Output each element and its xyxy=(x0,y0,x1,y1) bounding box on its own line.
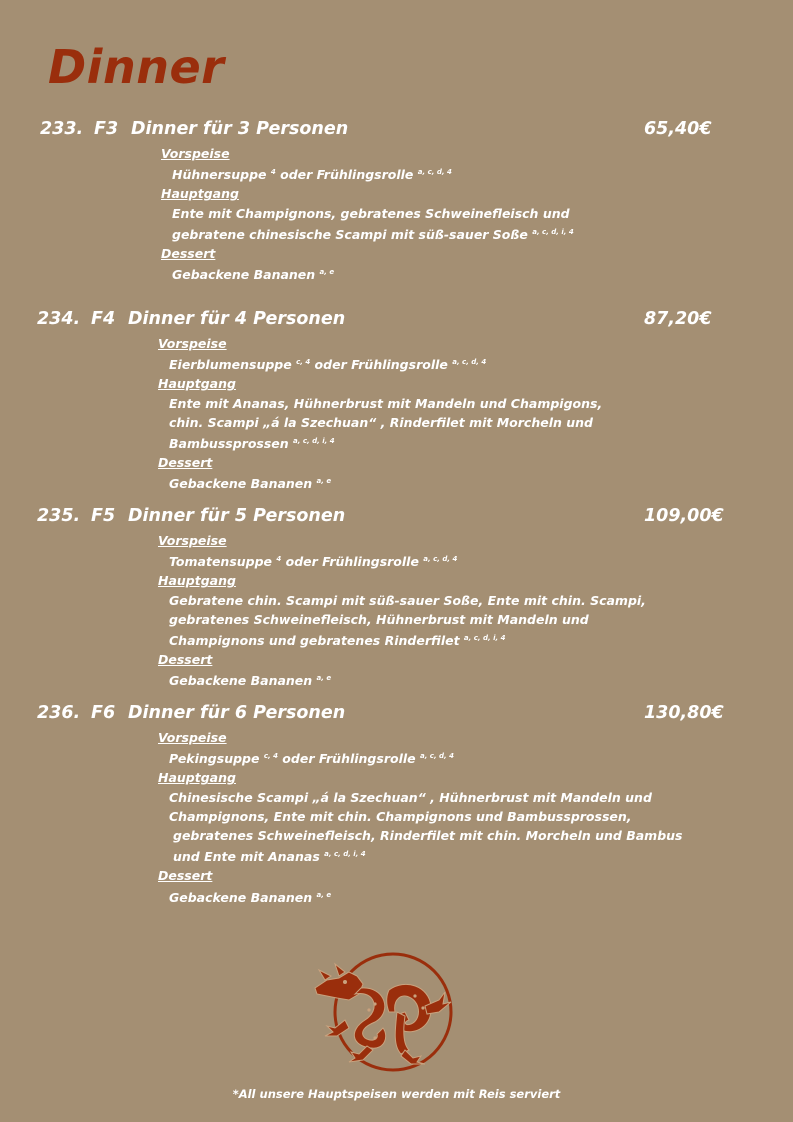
main-line: chin. Scampi „á la Szechuan“ , Rinderfilet mit Morcheln und xyxy=(169,414,593,430)
allergen-sup: a, c, d, i, 4 xyxy=(532,227,574,236)
item-description xyxy=(158,728,793,907)
allergen-sup: a, e xyxy=(316,674,332,683)
allergen-sup: a, c, d, i, 4 xyxy=(293,437,335,446)
starter-label: Vorspeise xyxy=(158,336,227,351)
starter-text: Tomatensuppe xyxy=(169,554,273,570)
starter-label: Vorspeise xyxy=(158,533,227,548)
main-line: Champignons, Ente mit chin. Champignons und Bambussprossen, xyxy=(169,808,632,824)
menu-item-234 xyxy=(0,309,793,493)
menu-item-233 xyxy=(0,119,793,283)
main-line: Ente mit Champignons, gebratenes Schweinefleisch und xyxy=(172,205,570,221)
starter-label: Vorspeise xyxy=(158,730,227,745)
starter-alt-text: oder Frühlingsrolle xyxy=(277,751,416,767)
item-price: 109,00€ xyxy=(644,506,724,526)
starter-text: Hühnersuppe xyxy=(172,167,267,183)
main-line: gebratene chinesische Scampi mit süß-sauer Soße xyxy=(172,226,528,242)
page-title: Dinner xyxy=(48,40,225,94)
item-description xyxy=(158,531,793,691)
item-number: 234. xyxy=(37,309,81,329)
item-name: Dinner für 3 Personen xyxy=(131,119,349,139)
starter-label: Vorspeise xyxy=(161,146,230,161)
main-line: gebratenes Schweinefleisch, Rinderfilet mit chin. Morcheln und Bambus xyxy=(173,828,683,844)
item-number: 233. xyxy=(40,119,84,139)
allergen-sup: a, e xyxy=(319,268,335,277)
item-name: Dinner für 4 Personen xyxy=(128,309,346,329)
item-price: 87,20€ xyxy=(644,309,712,329)
allergen-sup: a, e xyxy=(316,477,332,486)
allergen-sup: a, e xyxy=(316,890,332,899)
item-price: 65,40€ xyxy=(644,119,712,139)
item-number: 235. xyxy=(37,506,81,526)
menu-item-236 xyxy=(0,703,793,906)
dessert-text: Gebackene Bananen xyxy=(169,673,313,689)
dessert-text: Gebackene Bananen xyxy=(169,889,313,905)
allergen-sup: a, c, d, 4 xyxy=(423,555,458,564)
dessert-text: Gebackene Bananen xyxy=(172,267,316,283)
main-line: Champignons und gebratenes Rinderfilet xyxy=(169,633,460,649)
main-line: und Ente mit Ananas xyxy=(173,849,320,865)
item-code: F3 xyxy=(94,119,119,139)
main-label: Hauptgang xyxy=(158,770,236,786)
dragon-icon xyxy=(305,950,460,1075)
starter-text: Pekingsuppe xyxy=(169,751,260,767)
allergen-sup: a, c, d, i, 4 xyxy=(324,850,366,859)
main-line: Ente mit Ananas, Hühnerbrust mit Mandeln und Champigons, xyxy=(169,395,603,411)
item-description xyxy=(161,144,793,284)
dessert-label: Dessert xyxy=(158,455,213,471)
allergen-sup: c, 4 xyxy=(296,358,311,367)
item-number: 236. xyxy=(37,703,81,723)
dessert-label: Dessert xyxy=(161,246,216,262)
starter-alt-text: oder Frühlingsrolle xyxy=(310,357,448,373)
item-code: F5 xyxy=(91,506,116,526)
main-line: Bambussprossen xyxy=(169,436,289,452)
item-name: Dinner für 5 Personen xyxy=(128,506,346,526)
allergen-sup: a, c, d, 4 xyxy=(452,358,487,367)
item-code: F6 xyxy=(91,703,116,723)
allergen-sup: a, c, d, 4 xyxy=(417,168,452,177)
dessert-label: Dessert xyxy=(158,868,213,884)
allergen-sup: a, c, d, 4 xyxy=(419,752,455,761)
allergen-sup: a, c, d, i, 4 xyxy=(463,634,506,643)
allergen-sup: 4 xyxy=(270,168,276,177)
footer-note: *All unsere Hauptspeisen werden mit Reis serviert xyxy=(232,1087,561,1101)
main-line: Chinesische Scampi „á la Szechuan“ , Hühnerbrust mit Mandeln und xyxy=(169,789,652,805)
item-code: F4 xyxy=(91,309,116,329)
main-label: Hauptgang xyxy=(161,186,239,202)
allergen-sup: c, 4 xyxy=(263,752,278,761)
starter-alt-text: oder Frühlingsrolle xyxy=(275,167,414,183)
dessert-text: Gebackene Bananen xyxy=(169,476,313,492)
menu-item-235 xyxy=(0,506,793,690)
item-name: Dinner für 6 Personen xyxy=(128,703,346,723)
item-description xyxy=(158,334,793,494)
main-line: Gebratene chin. Scampi mit süß-sauer Soße, Ente mit chin. Scampi, xyxy=(169,592,646,608)
main-label: Hauptgang xyxy=(158,376,236,392)
item-price: 130,80€ xyxy=(644,703,724,723)
main-label: Hauptgang xyxy=(158,573,236,589)
dessert-label: Dessert xyxy=(158,652,213,668)
starter-text: Eierblumensuppe xyxy=(169,357,292,373)
main-line: gebratenes Schweinefleisch, Hühnerbrust mit Mandeln und xyxy=(169,611,589,627)
allergen-sup: 4 xyxy=(276,555,282,564)
starter-alt-text: oder Frühlingsrolle xyxy=(281,554,419,570)
